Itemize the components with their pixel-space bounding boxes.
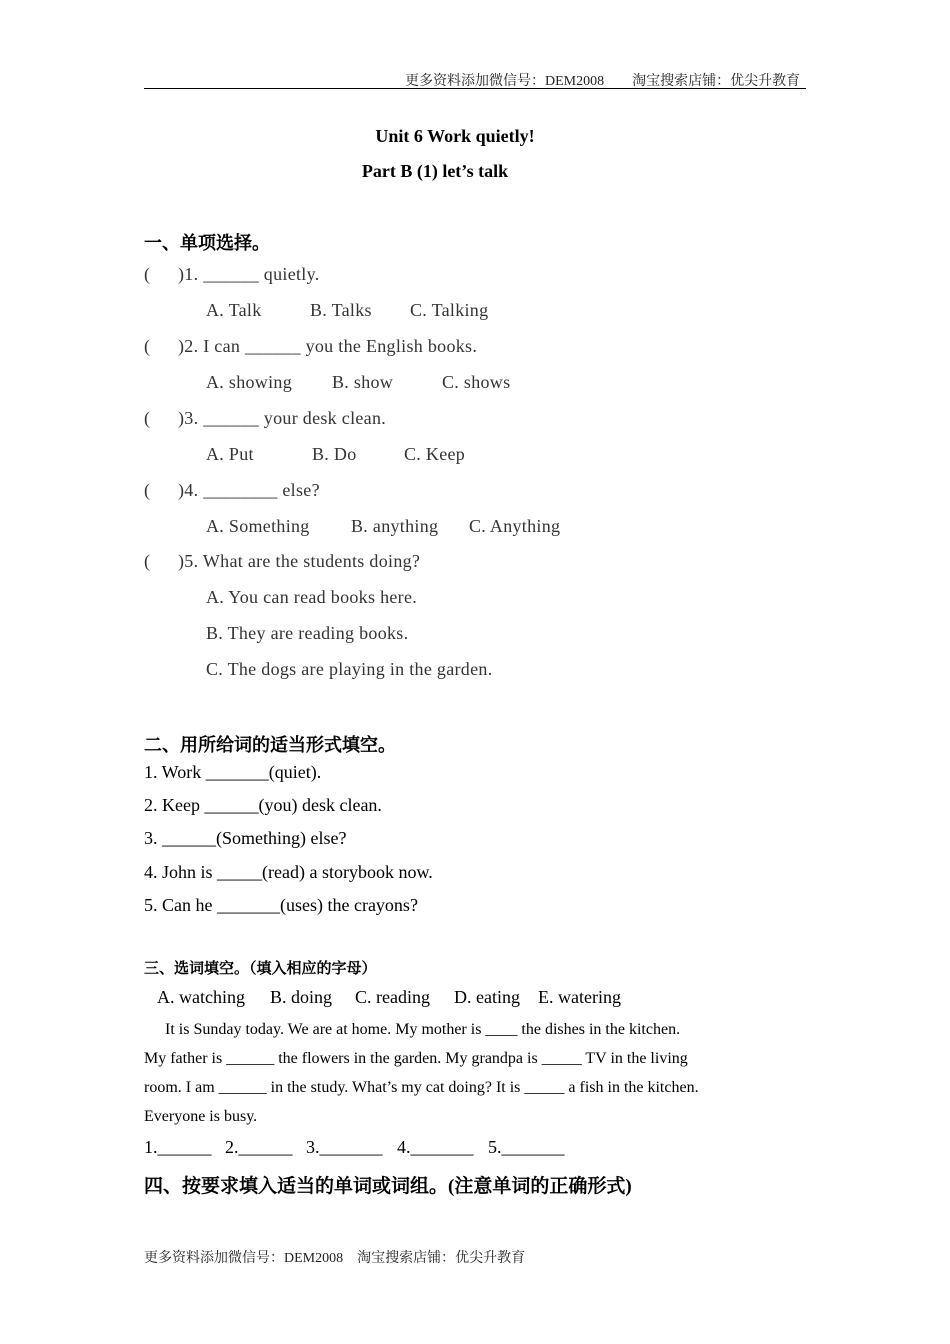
option-a: A. Talk: [206, 300, 262, 320]
question-3: [144, 408, 386, 429]
word-choice-d: D. eating: [454, 987, 520, 1007]
section3-heading: 三、选词填空。（填入相应的字母）: [144, 961, 377, 977]
option-b: B. Talks: [310, 300, 372, 320]
option-c: C. Talking: [410, 300, 489, 320]
fill-item-3: 3. ______(Something) else?: [144, 828, 347, 848]
answer-blanks: [144, 1137, 565, 1158]
question-2-options: [206, 372, 510, 393]
option-c: C. Anything: [469, 516, 561, 536]
answer-blank-2[interactable]: 2.______: [225, 1137, 293, 1157]
option-c: C. shows: [442, 372, 511, 392]
option-b: B. anything: [351, 516, 439, 536]
option-b: B. Do: [312, 444, 357, 464]
page-header: 更多资料添加微信号：DEM2008 淘宝搜索店铺：优尖升教育: [405, 74, 801, 89]
question-4-options: [206, 516, 560, 537]
question-stem: )5. What are the students doing?: [178, 551, 421, 571]
word-choice-c: C. reading: [355, 987, 430, 1007]
fill-item-2: 2. Keep ______(you) desk clean.: [144, 795, 382, 815]
part-title: Part B (1) let’s talk: [361, 161, 509, 181]
answer-blank-3[interactable]: 3._______: [306, 1137, 383, 1157]
fill-item-5: 5. Can he _______(uses) the crayons?: [144, 895, 418, 915]
question-5-option-b: B. They are reading books.: [206, 623, 409, 643]
question-stem: )4. ________ else?: [178, 480, 320, 500]
question-5-option-c: C. The dogs are playing in the garden.: [206, 659, 493, 679]
question-4: [144, 480, 320, 501]
answer-paren[interactable]: (: [144, 480, 151, 500]
option-a: A. showing: [206, 372, 293, 392]
question-stem: )1. ______ quietly.: [178, 264, 320, 284]
question-stem: )2. I can ______ you the English books.: [178, 336, 478, 356]
section4-heading: 四、按要求填入适当的单词或词组。(注意单词的正确形式): [144, 1176, 632, 1197]
passage-line-2: My father is ______ the flowers in the garden. My grandpa is _____ TV in the living: [144, 1050, 688, 1067]
header-divider: [144, 88, 806, 89]
page-footer: 更多资料添加微信号：DEM2008 淘宝搜索店铺：优尖升教育: [144, 1251, 526, 1266]
word-choice-b: B. doing: [270, 987, 333, 1007]
option-a: A. Something: [206, 516, 310, 536]
word-choice-e: E. watering: [538, 987, 621, 1007]
answer-blank-5[interactable]: 5._______: [488, 1137, 565, 1157]
passage-line-3: room. I am ______ in the study. What’s my cat doing? It is _____ a fish in the kitchen.: [144, 1079, 699, 1096]
option-a: A. Put: [206, 444, 254, 464]
section1-heading: 一、单项选择。: [144, 233, 270, 253]
option-c: C. Keep: [404, 444, 466, 464]
answer-blank-4[interactable]: 4._______: [397, 1137, 474, 1157]
unit-title: Unit 6 Work quietly!: [375, 126, 535, 146]
question-stem: )3. ______ your desk clean.: [178, 408, 387, 428]
passage-line-1: It is Sunday today. We are at home. My mother is ____ the dishes in the kitchen.: [165, 1021, 681, 1038]
answer-paren[interactable]: (: [144, 336, 151, 356]
answer-paren[interactable]: (: [144, 408, 151, 428]
answer-paren[interactable]: (: [144, 264, 151, 284]
option-b: B. show: [332, 372, 394, 392]
question-1: [144, 264, 320, 285]
question-5: [144, 551, 420, 572]
answer-paren[interactable]: (: [144, 551, 151, 571]
passage-line-4: Everyone is busy.: [144, 1108, 258, 1125]
question-3-options: [206, 444, 465, 465]
word-bank: [157, 987, 621, 1008]
fill-item-4: 4. John is _____(read) a storybook now.: [144, 862, 433, 882]
fill-item-1: 1. Work _______(quiet).: [144, 762, 322, 782]
section2-heading: 二、用所给词的适当形式填空。: [144, 735, 396, 755]
word-choice-a: A. watching: [157, 987, 245, 1007]
question-5-option-a: A. You can read books here.: [206, 587, 418, 607]
answer-blank-1[interactable]: 1.______: [144, 1137, 212, 1157]
question-1-options: [206, 300, 488, 321]
question-2: [144, 336, 477, 357]
